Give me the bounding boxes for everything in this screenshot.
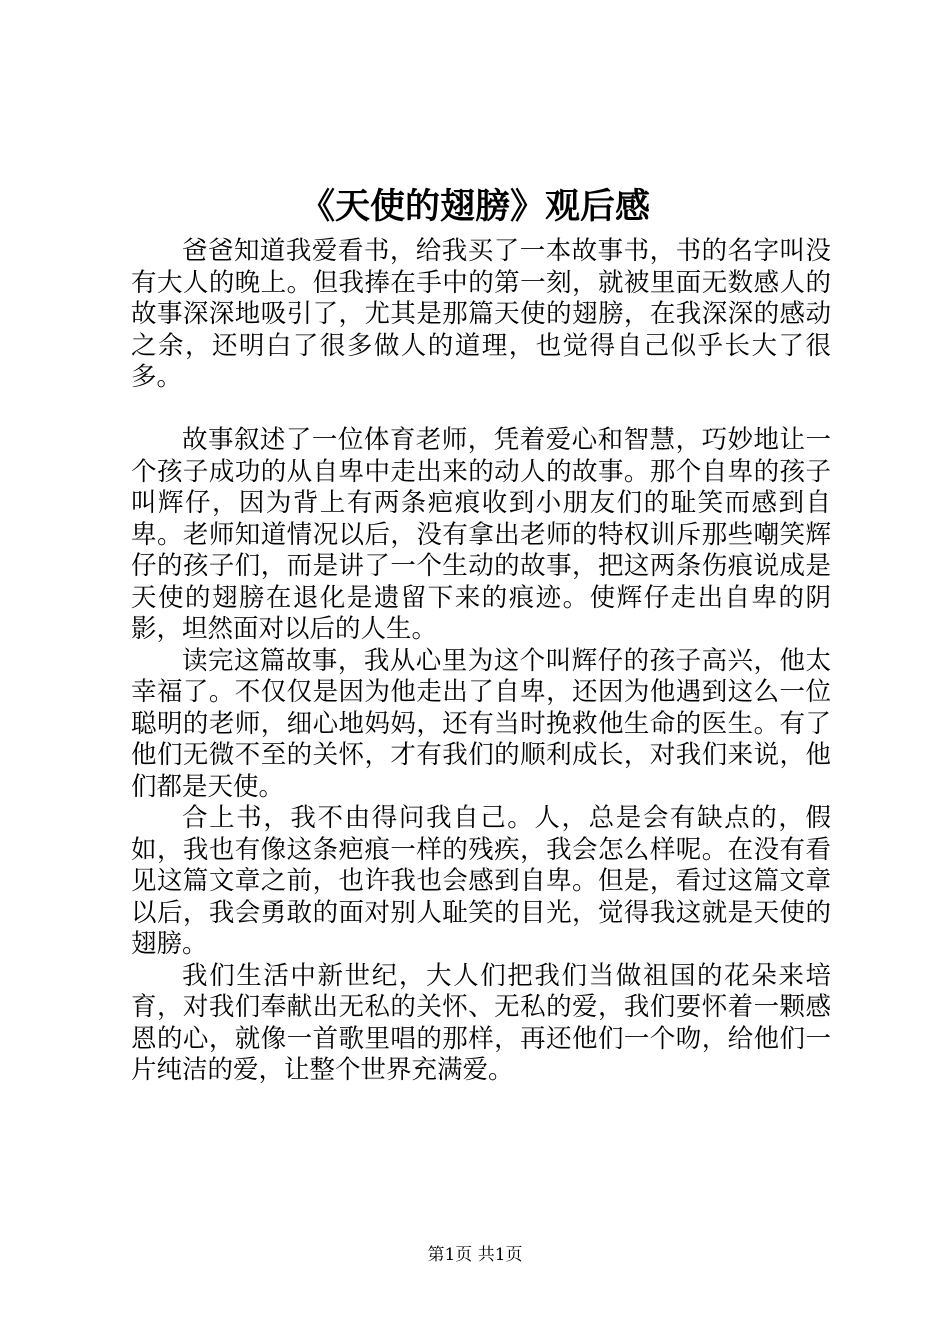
paragraph-2: 故事叙述了一位体育老师，凭着爱心和智慧，巧妙地让一个孩子成功的从自卑中走出来的动人的故事。那个自卑的孩子叫辉仔，因为背上有两条疤痕收到小朋友们的耻笑而感到自卑。老师知道情况以后，没有拿出老师的特权训斥那些嘲笑辉仔的孩子们，而是讲了一个生动的故事，把这两条伤痕说成是天使的翅膀在退化是遗留下来的痕迹。使辉仔走出自卑的阴影，坦然面对以后的人生。 — [131, 425, 831, 644]
paragraph-5: 我们生活中新世纪，大人们把我们当做祖国的花朵来培育，对我们奉献出无私的关怀、无私的爱，我们要怀着一颗感恩的心，就像一首歌里唱的那样，再还他们一个吻，给他们一片纯洁的爱，让整个世界充满爱。 — [131, 960, 831, 1085]
paragraph-4: 合上书，我不由得问我自己。人，总是会有缺点的，假如，我也有像这条疤痕一样的残疾，我会怎么样呢。在没有看见这篇文章之前，也许我也会感到自卑。但是，看过这篇文章以后，我会勇敢的面对别人耻笑的目光，觉得我这就是天使的翅膀。 — [131, 803, 831, 959]
document-title: 《天使的翅膀》观后感 — [299, 186, 650, 227]
document-body — [131, 236, 831, 1087]
paragraph-spacer — [131, 394, 831, 426]
page-footer: 第1页 共1页 — [427, 1245, 523, 1265]
paragraph-1: 爸爸知道我爱看书，给我买了一本故事书，书的名字叫没有大人的晚上。但我捧在手中的第一刻，就被里面无数感人的故事深深地吸引了，尤其是那篇天使的翅膀，在我深深的感动之余，还明白了很多做人的道理，也觉得自己似乎长大了很多。 — [131, 236, 831, 392]
paragraph-3: 读完这篇故事，我从心里为这个叫辉仔的孩子高兴，他太幸福了。不仅仅是因为他走出了自卑，还因为他遇到这么一位聪明的老师，细心地妈妈，还有当时挽救他生命的医生。有了他们无微不至的关怀，才有我们的顺利成长，对我们来说，他们都是天使。 — [131, 645, 831, 802]
